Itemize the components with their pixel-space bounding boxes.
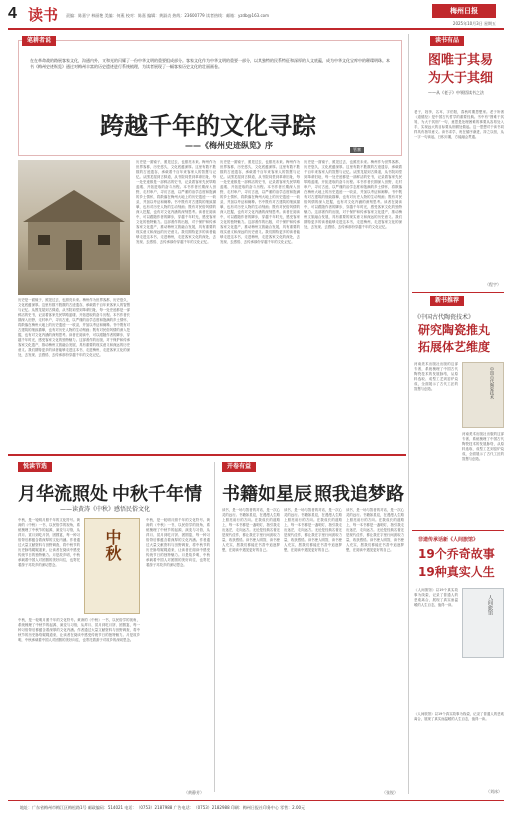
col3-title-a: 书籍如星辰 [222, 484, 312, 505]
side3-title: 非遗传承话新《人间旅馆》 [418, 537, 479, 543]
intro-text: 在在革命战的路展客家文化，沟通内外，又和光的闪耀了一份中华文明的重要组成部分。客家文化作为中华文明的重要一部分，以其独特的民系特征和深厚的人文底蕴，成为中华文化宝库中的璀璨明珠。本书《梅州史迹纵览》通过对梅州丰富的历史遗迹进行系统梳理，为读者展现了一幅客家历史文化的壮丽画卷。 [30, 58, 390, 69]
building-illustration [18, 160, 130, 295]
column-divider-2 [214, 462, 215, 792]
side2-body: 河南美术出版社出版的这部专著，系统梳理了中国古代陶瓷技术的发展脉络，从原料选取、成型工艺到窑炉烧成，全面展示了古代工匠的智慧与创造。 [414, 362, 458, 391]
col3-body-c: 读书，是一场与智者的对话，是一次心灵的远行。书籍如星辰，在漫漫人生路上照亮前行的方向。在我成长的道路上，每一本书都是一盏明灯，指引我走出迷茫，走向远方。无论是经典名著还是现代佳作，都让我在字里行间汲取力量，收获感悟。读书使人明智，读书使人充实，愿我们都能在书香中追逐梦想，在阅读中遇见更好的自己。 [346, 508, 404, 552]
header-rule [8, 28, 504, 30]
side2-tag: 新书推荐 [430, 296, 464, 306]
side-divider [412, 292, 504, 293]
mid-autumn-cover-title: 中秋 [103, 529, 122, 561]
masthead [0, 0, 512, 30]
col3-title-b: 照我追梦路 [314, 484, 404, 505]
col2-author: （黄静芳） [184, 790, 204, 795]
page-number: 4 [8, 5, 17, 22]
side3-body-2: 《人间旅馆》以19个真实故事为线索，记录了普通人的悲欢离合，展现了真实而温暖的人生百态，值得一读。 [414, 712, 504, 721]
mid-autumn-book-cover [84, 518, 140, 614]
footer-rule [8, 800, 504, 801]
col2-title-a: 月华流照处 [18, 484, 108, 505]
col2-body-a: 中秋，是一轮明月照千年的文化符号。黄涛的《中秋》一书，以民俗学的视角，系统梳理了中秋节的起源、演变与习俗，从拜月、赏月到吃月饼、团圆宴，每一种习俗背后都蕴含着深厚的文化内涵。作者通过大量文献资料与田野调查，将中秋节的历史脉络娓娓道来，让读者在阅读中感受传统节日的独特魅力。月是故乡明，中秋承载着中国人对团圆的美好向往，也寄托着游子对故乡的深切思念。 [18, 518, 80, 567]
column-divider [408, 34, 409, 794]
main-body-col3: 历史是一面镜子，照见过去，也照亮未来。梅州作为世界客都，历史悠久，文化底蕴深厚。这里有数不胜数的古迹遗存，承载着千百年来客家人的智慧与记忆。从围龙屋到古驿道，从书院祠堂到革命旧址，每一处史迹都是一部鲜活的史书，记录着客家先民筚路蓝缕、开拓进取的奋斗历程。本书作者长期深入田野，走村串户，寻访古迹，以严谨的治学态度和饱满的乡土情怀，将散落在梅州大地上的历史遗迹一一收录，并加以考证和阐释。书中既有对古建筑的细致描摹，也有对历史人物的生动刻画；既有对民俗风情的深入挖掘，也有对文化内涵的深刻思考。读者在阅读中，可以跟随作者的脚步，穿越千年时光，感受客家文化的独特魅力。这部著作的出版，对于保护和传承客家文化遗产，推动梅州文旅融合发展，具有重要的现实意义和深远的历史意义。我们期待更多的读者能够走进这本书，走进梅州，走进客家文化的深处，去发现、去感悟、去传承那份穿越千年的文化记忆。 [220, 160, 300, 244]
side1-subtitle: ——从《老子》中领悟读书之法 [428, 90, 484, 95]
historic-building-photo [18, 160, 130, 295]
main-body-col1: 历史是一面镜子，照见过去，也照亮未来。梅州作为世界客都，历史悠久，文化底蕴深厚。这里有数不胜数的古迹遗存，承载着千百年来客家人的智慧与记忆。从围龙屋到古驿道，从书院祠堂到革命旧址，每一处史迹都是一部鲜活的史书，记录着客家先民筚路蓝缕、开拓进取的奋斗历程。本书作者长期深入田野，走村串户，寻访古迹，以严谨的治学态度和饱满的乡土情怀，将散落在梅州大地上的历史遗迹一一收录，并加以考证和阐释。书中既有对古建筑的细致描摹，也有对历史人物的生动刻画；既有对民俗风情的深入挖掘，也有对文化内涵的深刻思考。读者在阅读中，可以跟随作者的脚步，穿越千年时光，感受客家文化的独特魅力。这部著作的出版，对于保护和传承客家文化遗产，推动梅州文旅融合发展，具有重要的现实意义和深远的历史意义。我们期待更多的读者能够走进这本书，走进梅州，走进客家文化的深处，去发现、去感悟、去传承那份穿越千年的文化记忆。 [18, 298, 130, 357]
col3-body-a: 读书，是一场与智者的对话，是一次心灵的远行。书籍如星辰，在漫漫人生路上照亮前行的方向。在我成长的道路上，每一本书都是一盏明灯，指引我走出迷茫，走向远方。无论是经典名著还是现代佳作，都让我在字里行间汲取力量，收获感悟。读书使人明智，读书使人充实，愿我们都能在书香中追逐梦想，在阅读中遇见更好的自己。 [222, 508, 280, 552]
main-subtitle: ——《梅州史迹纵览》序 [185, 141, 273, 150]
newspaper-logo: 梅州日报 [432, 4, 496, 18]
main-body-col4: 历史是一面镜子，照见过去，也照亮未来。梅州作为世界客都，历史悠久，文化底蕴深厚。这里有数不胜数的古迹遗存，承载着千百年来客家人的智慧与记忆。从围龙屋到古驿道，从书院祠堂到革命旧址，每一处史迹都是一部鲜活的史书，记录着客家先民筚路蓝缕、开拓进取的奋斗历程。本书作者长期深入田野，走村串户，寻访古迹，以严谨的治学态度和饱满的乡土情怀，将散落在梅州大地上的历史遗迹一一收录，并加以考证和阐释。书中既有对古建筑的细致描摹，也有对历史人物的生动刻画；既有对民俗风情的深入挖掘，也有对文化内涵的深刻思考。读者在阅读中，可以跟随作者的脚步，穿越千年时光，感受客家文化的独特魅力。这部著作的出版，对于保护和传承客家文化遗产，推动梅州文旅融合发展，具有重要的现实意义和深远的历史意义。我们期待更多的读者能够走进这本书，走进梅州，走进客家文化的深处，去发现、去感悟、去传承那份穿越千年的文化记忆。 [304, 160, 402, 229]
side3-line2: 19种真实人生 [418, 565, 495, 579]
inn-book-cover [462, 588, 504, 658]
staff-line: 责编：陈嘉宁 林丽艳 美编：何燕 校对：陈嘉 编辑：黄淑贞 热线：23600779 读者热线：邮箱：yzdb@163.com [66, 13, 269, 18]
col2-body-c: 中秋，是一轮明月照千年的文化符号。黄涛的《中秋》一书，以民俗学的视角，系统梳理了中秋节的起源、演变与习俗，从拜月、赏月到吃月饼、团圆宴，每一种习俗背后都蕴含着深厚的文化内涵。作者通过大量文献资料与田野调查，将中秋节的历史脉络娓娓道来，让读者在阅读中感受传统节日的独特魅力。月是故乡明，中秋承载着中国人对团圆的美好向往，也寄托着游子对故乡的深切思念。 [146, 518, 210, 567]
side2-title-1: 研究陶瓷推丸 [418, 323, 491, 337]
issue-date: 2025年10月3日 星期五 [452, 21, 496, 26]
side1-author: （程宇） [485, 282, 501, 287]
side1-tag: 读书有品 [430, 36, 464, 46]
side1-body: 老子，姓李，名耳，字伯阳，春秋时期思想家。老子所著《道德经》是中国古代哲学的重要经典。书中有“图难于其易，为大于其细”一句，意思是处理困难的事要从容易处入手，实现远大的目标要从细微处做起。这一思想对于读书同样具有指导意义。读书求学，贵在循序渐进、持之以恒，从一字一句读起，日积月累，方能融会贯通。 [414, 110, 504, 139]
main-body-col2: 历史是一面镜子，照见过去，也照亮未来。梅州作为世界客都，历史悠久，文化底蕴深厚。这里有数不胜数的古迹遗存，承载着千百年来客家人的智慧与记忆。从围龙屋到古驿道，从书院祠堂到革命旧址，每一处史迹都是一部鲜活的史书，记录着客家先民筚路蓝缕、开拓进取的奋斗历程。本书作者长期深入田野，走村串户，寻访古迹，以严谨的治学态度和饱满的乡土情怀，将散落在梅州大地上的历史遗迹一一收录，并加以考证和阐释。书中既有对古建筑的细致描摹，也有对历史人物的生动刻画；既有对民俗风情的深入挖掘，也有对文化内涵的深刻思考。读者在阅读中，可以跟随作者的脚步，穿越千年时光，感受客家文化的独特魅力。这部著作的出版，对于保护和传承客家文化遗产，推动梅州文旅融合发展，具有重要的现实意义和深远的历史意义。我们期待更多的读者能够走进这本书，走进梅州，走进客家文化的深处，去发现、去感悟、去传承那份穿越千年的文化记忆。 [136, 160, 216, 244]
main-headline: 跨越千年的文化寻踪 [100, 111, 316, 140]
column-tag: 笔耕者说 [22, 36, 56, 46]
col2-title-b: 中秋千年情 [112, 484, 202, 505]
side2-book: 《中国古代陶瓷技术》 [414, 314, 475, 321]
col3-body-b: 读书，是一场与智者的对话，是一次心灵的远行。书籍如星辰，在漫漫人生路上照亮前行的方向。在我成长的道路上，每一本书都是一盏明灯，指引我走出迷茫，走向远方。无论是经典名著还是现代佳作，都让我在字里行间汲取力量，收获感悟。读书使人明智，读书使人充实，愿我们都能在书香中追逐梦想，在阅读中遇见更好的自己。 [284, 508, 342, 552]
col3-author: （张锐） [382, 790, 398, 795]
col2-subtitle: ——读黄涛《中秋》感悟民俗文化 [60, 506, 151, 513]
col2-tag: 悦读节选 [18, 462, 52, 472]
ceramics-book-cover [462, 362, 504, 428]
side1-title-2: 为大于其细 [428, 71, 494, 86]
col2-body-b: 中秋，是一轮明月照千年的文化符号。黄涛的《中秋》一书，以民俗学的视角，系统梳理了中秋节的起源、演变与习俗，从拜月、赏月到吃月饼、团圆宴，每一种习俗背后都蕴含着深厚的文化内涵。作者通过大量文献资料与田野调查，将中秋节的历史脉络娓娓道来，让读者在阅读中感受传统节日的独特魅力。月是故乡明，中秋承载着中国人对团圆的美好向往，也寄托着游子对故乡的深切思念。 [18, 618, 140, 642]
side3-body: 《人间旅馆》以19个真实故事为线索，记录了普通人的悲欢离合，展现了真实而温暖的人生百态，值得一读。 [414, 588, 458, 607]
inn-cover-title: 人间旅馆 [487, 595, 493, 615]
section-title: 读书 [28, 6, 59, 24]
side2-title-2: 拓展体艺维度 [418, 340, 491, 354]
ceramics-cover-title: 中国古代陶瓷技术 [490, 367, 495, 399]
author-badge: 管寨 [350, 147, 364, 153]
side3-author: （刘冰） [486, 789, 502, 794]
side2-body-2: 河南美术出版社出版的这部专著，系统梳理了中国古代陶瓷技术的发展脉络，从原料选取、成型工艺到窑炉烧成，全面展示了古代工匠的智慧与创造。 [462, 432, 504, 461]
lower-rule [8, 454, 406, 456]
footer-info: 地址：广东省梅州市梅江区梅松路1号 邮政编码：514021 电话：（0753）2187988 广告电话：（0753）2182988 印刷：梅州日报社印务中心 零售：2.00元 [20, 805, 306, 810]
side-divider-2 [412, 530, 504, 531]
side1-title-1: 图唯于其易 [428, 53, 494, 68]
side3-line1: 19个乔奇故事 [418, 547, 495, 561]
col3-tag: 开卷有益 [222, 462, 256, 472]
